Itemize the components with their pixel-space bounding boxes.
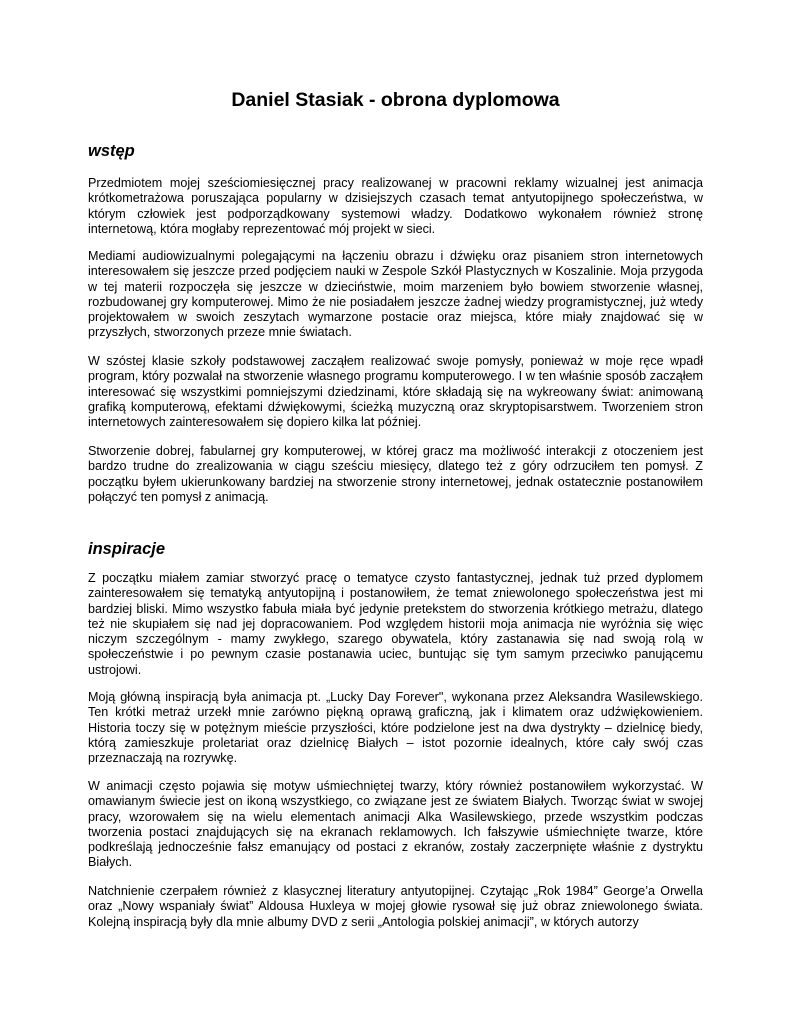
document-title: Daniel Stasiak - obrona dyplomowa (231, 89, 560, 111)
paragraph: Natchnienie czerpałem również z klasycznej literatury antyutopijnej. Czytając „Rok 1984” George’a Orwella oraz „Nowy wspaniały świat” Aldousa Huxleya w mojej głowie rysował się już obraz zniewolonego świata. Kolejną inspiracją były dla mnie albumy DVD z serii „Antologia polskiej animacji”, w których autorzy (88, 884, 703, 929)
paragraph: Moją główną inspiracją była animacja pt. „Lucky Day Forever", wykonana przez Aleksandra Wasilewskiego. Ten krótki metraż urzekł mnie zarówno piękną oprawą graficzną, jak i klimatem oraz udźwiękowieniem. Historia toczy się w potężnym mieście przyszłości, które podzielone jest na dwa dystrykty – dzielnicę biedy, którą zamieszkuje proletariat oraz dzielnicę Białych – istot pozornie idealnych, które cały swój czas przeznaczają na rozrywkę. (88, 690, 703, 766)
paragraph: Stworzenie dobrej, fabularnej gry komputerowej, w której gracz ma możliwość interakcji z otoczeniem jest bardzo trudne do zrealizowania w ciągu sześciu miesięcy, dlatego też z góry odrzuciłem ten pomysł. Z początku byłem ukierunkowany bardziej na stworzenie strony internetowej, jednak ostatecznie postanowiłem połączyć ten pomysł z animacją. (88, 444, 703, 504)
paragraph: Z początku miałem zamiar stworzyć pracę o tematyce czysto fantastycznej, jednak tuż przed dyplomem zainteresowałem się tematyką antyutopijną i postanowiłem, że temat zniewolonego społeczeństwa jest mi bardziej bliski. Mimo wszystko fabuła miała być jedynie pretekstem do stworzenia krótkiego metrażu, dlatego też nie skupiałem się nad jej dopracowaniem. Pod względem historii moja animacja nie wyróżnia się więc niczym szczególnym - mamy zwykłego, szarego obywatela, który zastanawia się nad swoją rolą w społeczeństwie i po pewnym czasie postanawia uciec, buntując się tym samym przeciwko panującemu ustrojowi. (88, 571, 703, 677)
paragraph: W animacji często pojawia się motyw uśmiechniętej twarzy, który również postanowiłem wykorzystać. W omawianym świecie jest on ikoną wszystkiego, co związane jest ze światem Białych. Tworząc świat w swojej pracy, wzorowałem się na wielu elementach animacji Alka Wasilewskiego, przede wszystkim podczas tworzenia postaci znajdujących się na ekranach reklamowych. Ich fałszywie uśmiechnięte twarze, które podkreślają jednocześnie fałsz emanujący od postaci z ekranów, zostały zaczerpnięte właśnie z dystryktu Białych. (88, 779, 703, 870)
section-heading-wstep: wstęp (88, 142, 135, 160)
section-heading-inspiracje: inspiracje (88, 540, 166, 558)
paragraph: W szóstej klasie szkoły podstawowej zacząłem realizować swoje pomysły, ponieważ w moje ręce wpadł program, który pozwalał na stworzenie własnego programu komputerowego. I w ten właśnie sposób zacząłem interesować się wszystkimi pomniejszymi dziedzinami, które składają się na wykreowany świat: animowaną grafiką komputerową, efektami dźwiękowymi, ścieżką muzyczną oraz skryptopisarstwem. Tworzeniem stron internetowych zainteresowałem się dopiero kilka lat później. (88, 354, 703, 430)
paragraph: Mediami audiowizualnymi polegającymi na łączeniu obrazu i dźwięku oraz pisaniem stron internetowych interesowałem się jeszcze przed podjęciem nauki w Zespole Szkół Plastycznych w Koszalinie. Moja przygoda w tej materii rozpoczęła się jeszcze w dzieciństwie, moim marzeniem było bowiem stworzenie własnej, rozbudowanej gry komputerowej. Mimo że nie posiadałem jeszcze żadnej wiedzy programistycznej, już wtedy projektowałem w swoich zeszytach wymarzone postacie oraz miejsca, które miały znajdować się w przyszłych, stworzonych przeze mnie światach. (88, 249, 703, 340)
paragraph: Przedmiotem mojej sześciomiesięcznej pracy realizowanej w pracowni reklamy wizualnej jest animacja krótkometrażowa poruszająca popularny w dzisiejszych czasach temat antyutopijnego społeczeństwa, w którym człowiek jest podporządkowany systemowi władzy. Dodatkowo wykonałem również stronę internetową, która mogłaby reprezentować mój projekt w sieci. (88, 176, 703, 236)
